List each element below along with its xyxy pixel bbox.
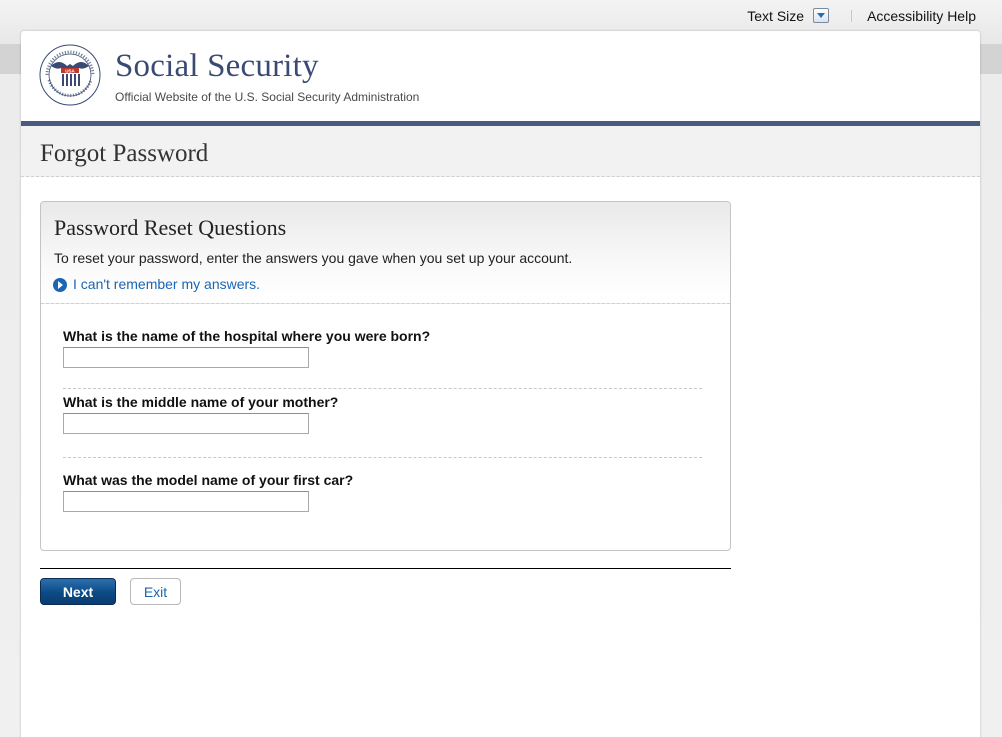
question-label-2: What is the middle name of your mother? — [63, 394, 339, 410]
utility-separator — [851, 10, 852, 22]
background-band-right — [980, 44, 1002, 74]
security-question-1 — [63, 328, 702, 368]
text-size-label: Text Size — [747, 7, 805, 24]
answer-input-3[interactable] — [63, 491, 309, 512]
site-tagline: Official Website of the U.S. Social Security Administration — [115, 90, 420, 104]
password-reset-box — [40, 201, 731, 551]
answer-input-1[interactable] — [63, 347, 309, 368]
reset-box-header — [41, 202, 730, 304]
exit-button[interactable]: Exit — [130, 578, 181, 605]
question-divider — [63, 457, 702, 458]
site-brand-title[interactable]: Social Security — [115, 48, 319, 84]
question-label-3: What was the model name of your first car? — [63, 472, 354, 488]
circle-arrow-right-icon — [53, 278, 67, 292]
next-button[interactable]: Next — [40, 578, 116, 605]
actions-divider — [40, 568, 731, 569]
ssa-seal-logo — [39, 44, 101, 106]
forgot-answers-link[interactable] — [53, 276, 260, 292]
accessibility-help-link[interactable]: Accessibility Help — [867, 7, 976, 24]
main-panel — [21, 31, 980, 737]
security-question-2 — [63, 394, 702, 434]
question-divider — [63, 388, 702, 389]
reset-instructions: To reset your password, enter the answers you gave when you set up your account. — [54, 250, 573, 266]
utility-bar — [602, 0, 1002, 31]
svg-text:USA: USA — [65, 68, 75, 74]
question-label-1: What is the name of the hospital where you were born? — [63, 328, 431, 344]
text-size-dropdown-icon[interactable] — [813, 8, 829, 23]
answer-input-2[interactable] — [63, 413, 309, 434]
page-title: Forgot Password — [40, 140, 209, 167]
site-header — [21, 31, 980, 121]
security-question-3 — [63, 472, 702, 512]
reset-box-title: Password Reset Questions — [54, 215, 287, 240]
page-title-bar — [21, 126, 980, 177]
background-band-left — [0, 44, 21, 74]
forgot-answers-link-label[interactable]: I can't remember my answers. — [73, 276, 261, 292]
